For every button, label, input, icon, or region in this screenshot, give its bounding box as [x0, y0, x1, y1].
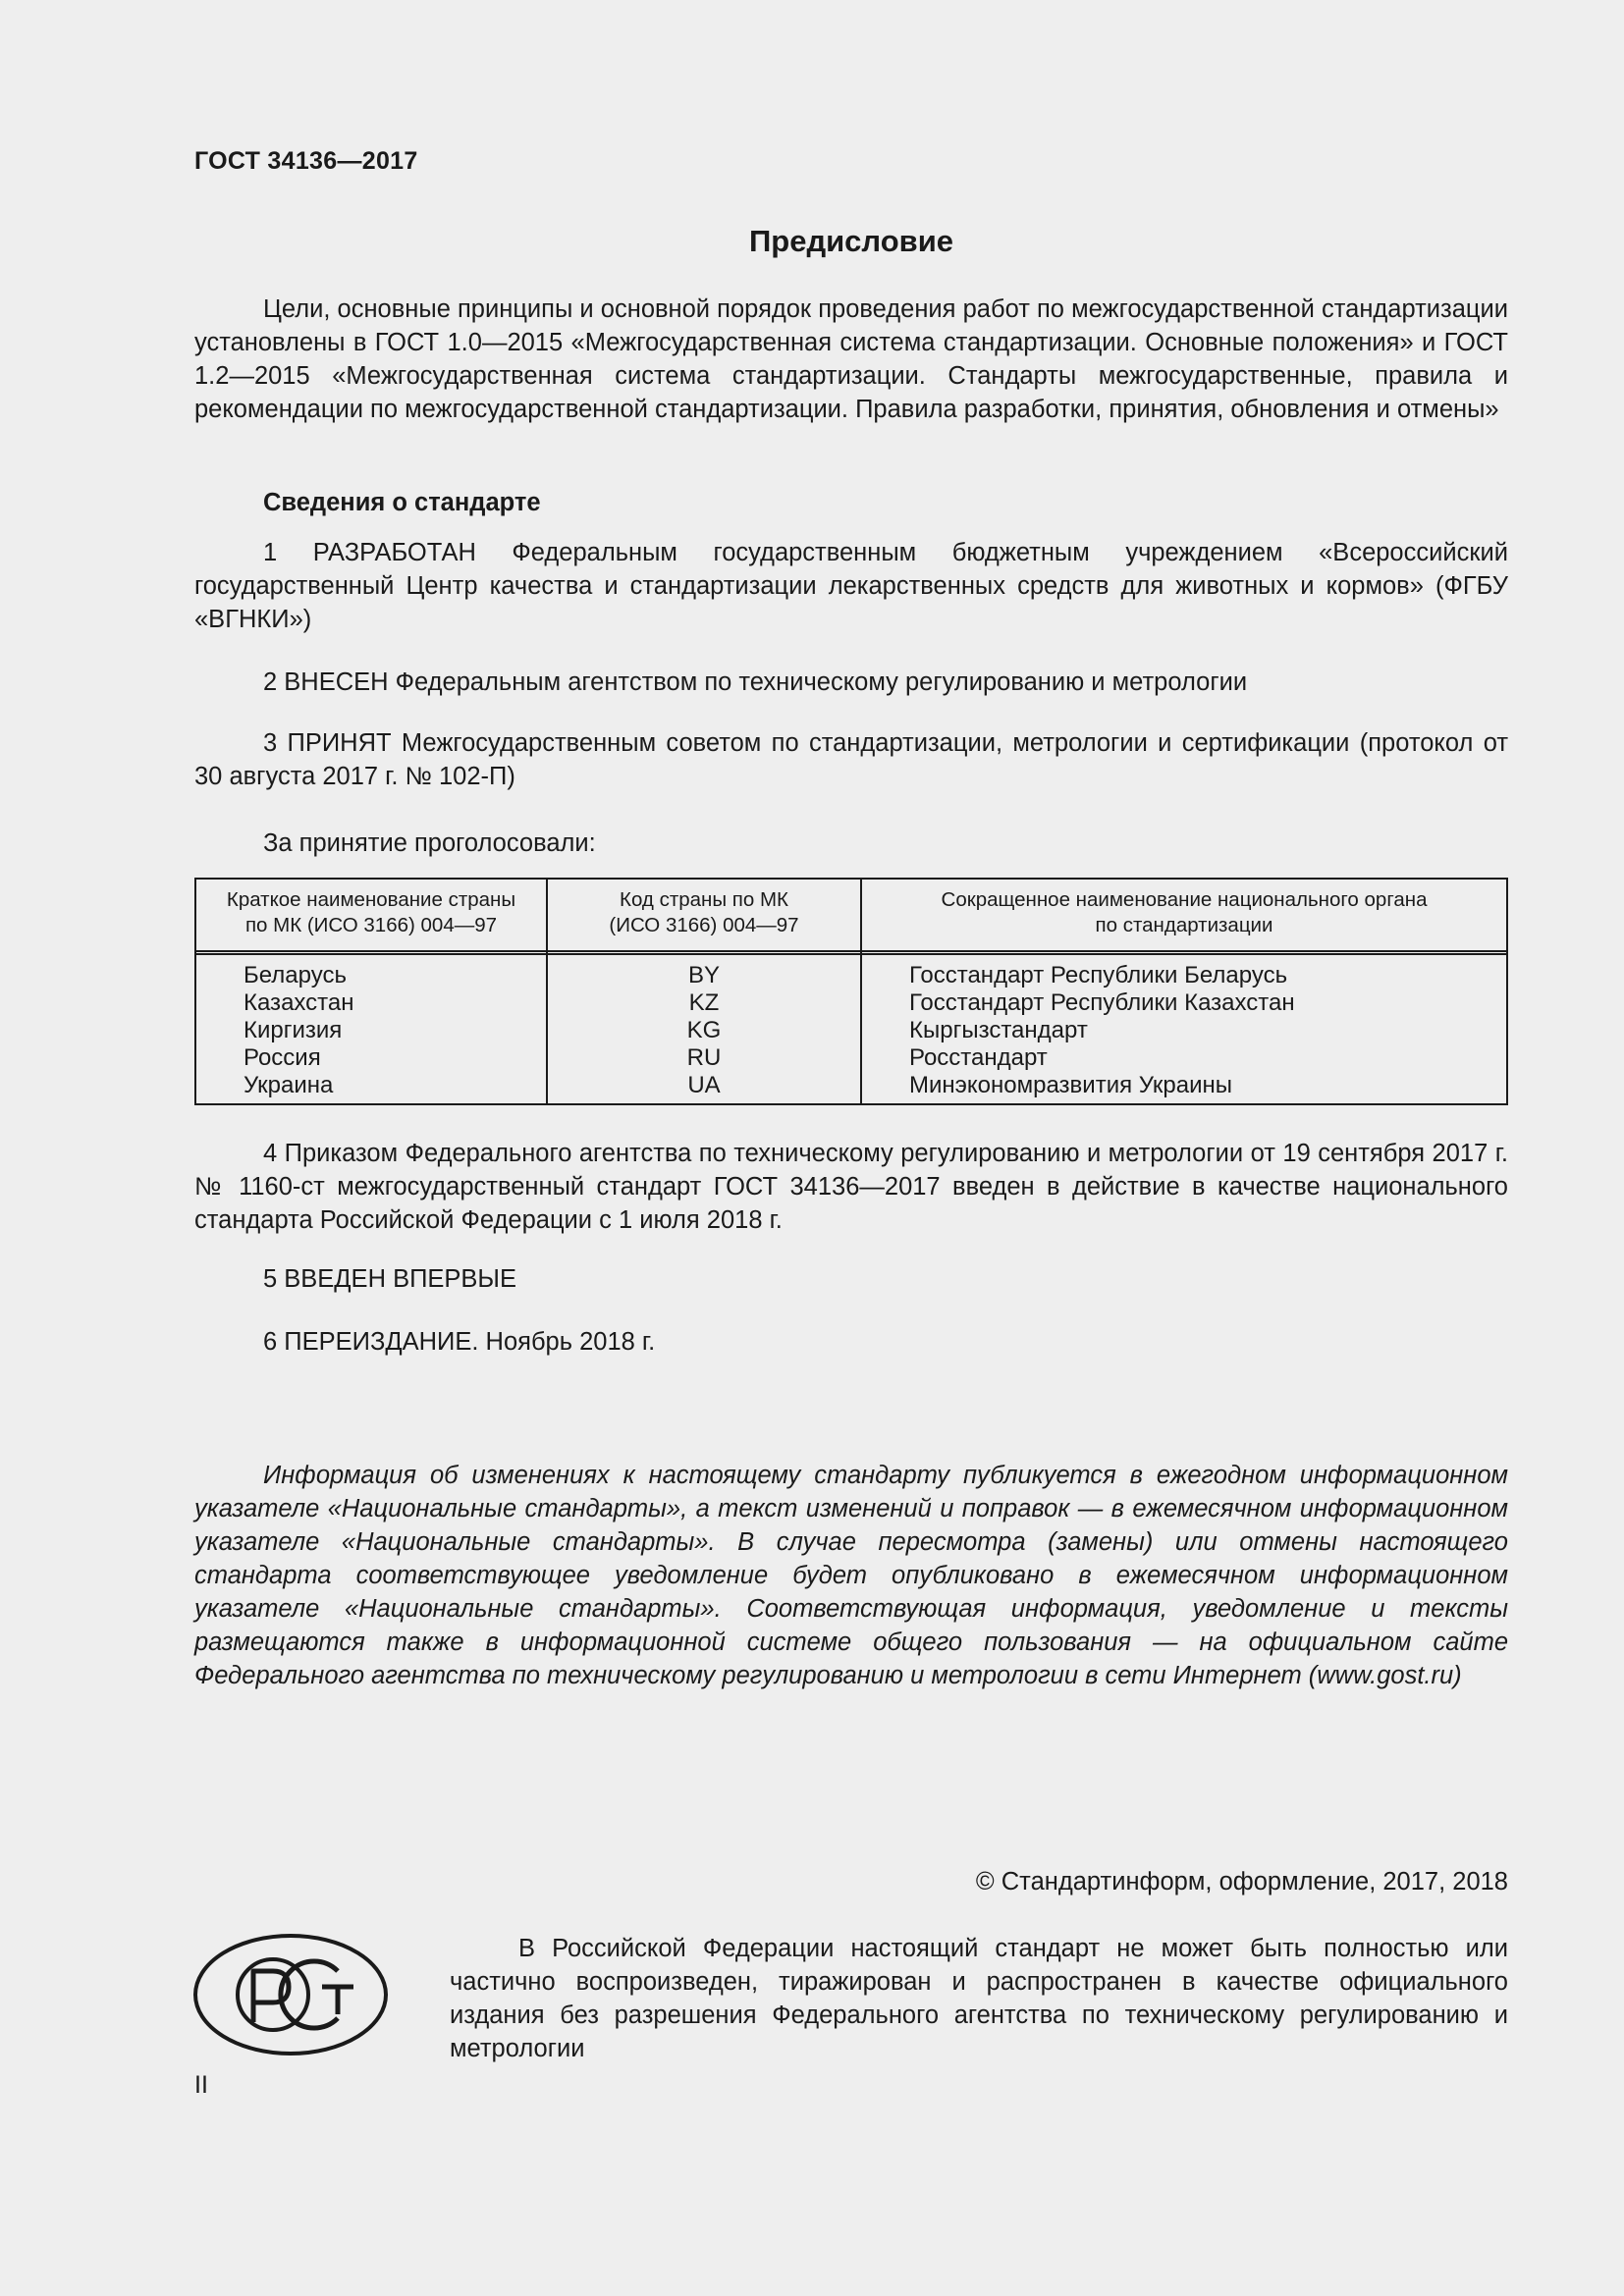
- header-code-line-1: Код страны по МК: [620, 888, 788, 911]
- code-column: [548, 962, 860, 1099]
- reproduction-notice: В Российской Федерации настоящий стандарт не может быть полностью или частично воспроизведен, тиражирован и распространен в качестве официального издания без разрешения Федерального агентства по техническому регулированию и метрологии: [450, 1935, 1508, 2062]
- copyright-line: © Стандартинформ, оформление, 2017, 2018: [975, 1868, 1508, 1896]
- item-5-paragraph: 5 ВВЕДЕН ВПЕРВЫЕ: [263, 1265, 517, 1293]
- item-3-paragraph: 3 ПРИНЯТ Межгосударственным советом по стандартизации, метрологии и сертификации (протокол от 30 августа 2017 г. № 102-П): [194, 729, 1508, 790]
- table-cell-body: Госстандарт Республики Беларусь: [909, 962, 1288, 988]
- table-cell-body: Госстандарт Республики Казахстан: [909, 989, 1295, 1016]
- item-6-paragraph: 6 ПЕРЕИЗДАНИЕ. Ноябрь 2018 г.: [263, 1328, 656, 1356]
- table-cell-code: BY: [687, 962, 720, 988]
- header-code-line-2: (ИСО 3166) 004—97: [609, 914, 799, 936]
- header-body: [862, 887, 1506, 938]
- table-cell-code: KG: [686, 1017, 722, 1043]
- page-title: Предисловие: [748, 224, 953, 258]
- voting-table: [194, 878, 1508, 1105]
- table-cell-country: Россия: [244, 1044, 321, 1071]
- header-body-line-2: по стандартизации: [1095, 914, 1273, 936]
- table-cell-code: UA: [687, 1072, 721, 1098]
- table-cell-body: Минэкономразвития Украины: [909, 1072, 1233, 1098]
- table-cell-country: Беларусь: [244, 962, 347, 988]
- table-cell-code: RU: [686, 1044, 722, 1071]
- item-2-paragraph: 2 ВНЕСЕН Федеральным агентством по техническому регулированию и метрологии: [263, 668, 1248, 696]
- info-heading: Сведения о стандарте: [263, 489, 541, 516]
- table-cell-country: Казахстан: [244, 989, 354, 1016]
- table-cell-country: Украина: [244, 1072, 334, 1098]
- item-1-paragraph: 1 РАЗРАБОТАН Федеральным государственным бюджетным учреждением «Всероссийский государственный Центр качества и стандартизации лекарственных средств для животных и кормов» (ФГБУ «ВГНКИ»): [194, 539, 1508, 633]
- table-cell-country: Киргизия: [244, 1017, 343, 1043]
- body-column: [909, 962, 1498, 1099]
- changes-info-notice: Информация об изменениях к настоящему стандарту публикуется в ежегодном информационном указателе «Национальные стандарты», а текст изменений и поправок — в ежемесячном информационном указателе «Национальные стандарты». В случае пересмотра (замены) или отмены настоящего стандарта соответствующее уведомление будет опубликовано в ежемесячном информационном указателе «Национальные стандарты». Соответствующая информация, уведомление и тексты размещаются также в информационной системе общего пользования — на официальном сайте Федерального агентства по техническому регулированию и метрологии в сети Интернет (www.gost.ru): [194, 1462, 1508, 1689]
- rst-certification-mark-icon: [192, 1932, 389, 2057]
- header-country-line-2: по МК (ИСО 3166) 004—97: [244, 914, 498, 936]
- intro-paragraph: Цели, основные принципы и основной порядок проведения работ по межгосударственной стандартизации установлены в ГОСТ 1.0—2015 «Межгосударственная система стандартизации. Основные положения» и ГОСТ 1.2—2015 «Межгосударственная система стандартизации. Стандарты межгосударственные, правила и рекомендации по межгосударственной стандартизации. Правила разработки, принятия, обновления и отмены»: [194, 295, 1508, 423]
- item-4-paragraph: 4 Приказом Федерального агентства по техническому регулированию и метрологии от 19 сентября 2017 г. № 1160-ст межгосударственный стандарт ГОСТ 34136—2017 введен в действие в качестве национального стандарта Российской Федерации с 1 июля 2018 г.: [194, 1140, 1508, 1234]
- country-column: [244, 962, 538, 1099]
- standard-code-header: ГОСТ 34136—2017: [194, 147, 418, 175]
- header-country: [196, 887, 546, 938]
- page-number: II: [194, 2071, 208, 2099]
- header-body-line-1: Сокращенное наименование национального органа: [941, 888, 1428, 911]
- table-cell-body: Кыргызстандарт: [909, 1017, 1088, 1043]
- table-cell-code: KZ: [688, 989, 720, 1016]
- header-country-line-1: Краткое наименование страны: [226, 888, 516, 911]
- voted-label: За принятие проголосовали:: [263, 829, 596, 857]
- table-cell-body: Росстандарт: [909, 1044, 1048, 1071]
- header-code: [548, 887, 860, 938]
